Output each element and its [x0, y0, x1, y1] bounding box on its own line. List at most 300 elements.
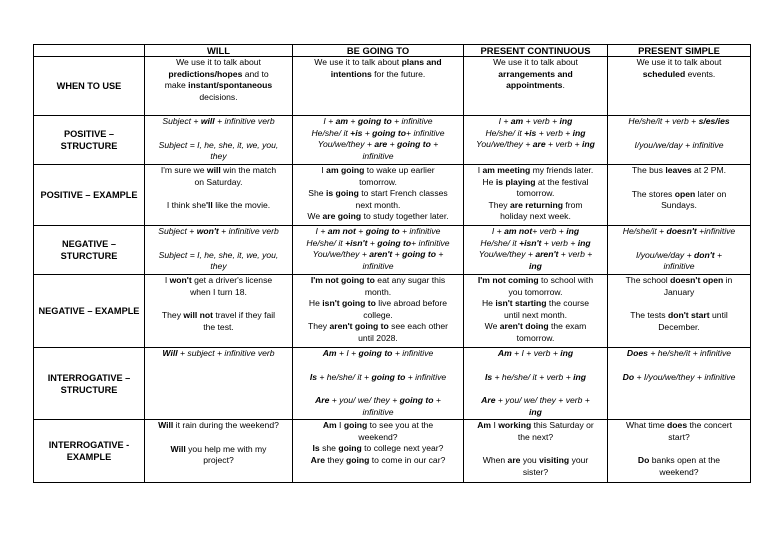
text-run: make: [164, 80, 189, 91]
cell-line: [295, 443, 461, 455]
text-run: from: [562, 199, 583, 210]
cell-present-continuous: [464, 226, 608, 275]
text-run: the next?: [517, 431, 554, 442]
cell-line: [466, 116, 605, 128]
cell-line: [147, 444, 290, 456]
text-run: He/she/ it: [485, 127, 525, 138]
cell-will: [145, 226, 293, 275]
text-run: to study together later.: [361, 211, 449, 222]
text-run: to college next year?: [361, 443, 444, 454]
table-row: [34, 420, 751, 483]
cell-line: [295, 407, 461, 419]
text-run: start?: [668, 431, 690, 442]
cell-line: [295, 151, 461, 163]
text-run: until: [709, 310, 728, 321]
cell-line: [466, 360, 605, 372]
text-run: the concert: [687, 420, 733, 430]
text-run: Does: [626, 348, 648, 358]
text-run: +infinitive: [696, 226, 736, 236]
text-run: They: [488, 199, 510, 210]
cell-line: [147, 69, 290, 81]
text-run: s/es/ies: [698, 116, 730, 126]
text-run: project?: [203, 455, 234, 466]
text-run: they: [210, 261, 227, 272]
cell-line: [610, 69, 748, 81]
text-run: doesn't open: [670, 275, 724, 285]
cell-line: [147, 250, 290, 262]
text-run: He: [481, 298, 496, 309]
cell-be-going-to: [293, 116, 464, 165]
text-run: when I turn 18.: [190, 286, 247, 297]
row-label: INTERROGATIVE – STRUCTURE: [34, 348, 145, 420]
text-run: + verb +: [536, 127, 573, 138]
cell-be-going-to: [293, 165, 464, 226]
text-run: 'll: [206, 200, 213, 211]
text-run: until next month.: [503, 309, 568, 320]
cell-line: [295, 128, 461, 140]
text-run: eat any sugar this: [374, 275, 446, 285]
text-run: are: [532, 139, 546, 150]
grammar-table: [33, 44, 751, 483]
cell-present-simple: [608, 275, 751, 348]
text-run: + verb +: [558, 249, 593, 260]
text-run: ing: [573, 371, 587, 382]
cell-line: [295, 177, 461, 189]
text-run: I/you/we/day +: [635, 249, 694, 260]
text-run: +: [430, 139, 439, 150]
text-run: going to: [372, 127, 407, 138]
text-run: I: [477, 165, 483, 175]
cell-line: [466, 455, 605, 467]
cell-line: [466, 275, 605, 287]
text-run: They: [307, 321, 330, 332]
text-run: you tomorrow.: [508, 286, 563, 297]
cell-line: [610, 420, 748, 432]
cell-line: [610, 140, 748, 152]
text-run: ing: [577, 237, 591, 248]
cell-line: [466, 200, 605, 212]
cell-will: [145, 348, 293, 420]
text-run: isn't starting: [495, 298, 547, 309]
text-run: +: [362, 127, 373, 138]
table-row: [34, 348, 751, 420]
text-run: I'm not going to: [310, 275, 375, 285]
text-run: We use it to talk about: [176, 57, 261, 67]
text-run: Will: [162, 348, 178, 358]
text-run: on Saturday.: [194, 176, 243, 187]
text-run: is playing: [495, 176, 536, 187]
text-run: banks open at the: [649, 455, 721, 466]
cell-will: [145, 57, 293, 116]
cell-line: [295, 116, 461, 128]
cell-present-continuous: [464, 57, 608, 116]
cell-line: [295, 211, 461, 223]
text-run: live abroad before: [375, 298, 448, 309]
table-row: [34, 226, 751, 275]
cell-line: [466, 128, 605, 140]
cell-line: [295, 321, 461, 333]
cell-line: [466, 298, 605, 310]
text-run: aren't: [535, 249, 559, 260]
cell-present-simple: [608, 420, 751, 483]
text-run: Are: [481, 395, 496, 406]
text-run: infinitive: [362, 406, 394, 417]
text-run: weekend?: [358, 431, 398, 442]
cell-line: [466, 372, 605, 384]
text-run: You/we/they +: [478, 249, 536, 260]
cell-line: [295, 275, 461, 287]
cell-will: [145, 165, 293, 226]
text-run: see each other: [388, 321, 449, 332]
text-run: are going: [322, 211, 362, 222]
text-run: + you/ we/ they + verb +: [495, 395, 590, 406]
cell-line: [466, 443, 605, 455]
text-run: ing: [559, 116, 573, 126]
cell-line: [147, 92, 290, 104]
cell-line: [610, 177, 748, 189]
row-label: NEGATIVE – STURCTURE: [34, 226, 145, 275]
cell-line: [295, 139, 461, 151]
text-run: don't: [693, 249, 715, 260]
text-run: + verb +: [541, 237, 578, 248]
cell-be-going-to: [293, 226, 464, 275]
text-run: + infinitive: [392, 348, 434, 358]
cell-line: [147, 322, 290, 334]
cell-line: [610, 443, 748, 455]
cell-present-continuous: [464, 420, 608, 483]
text-run: I/you/we/day + infinitive: [634, 139, 724, 150]
text-run: you help me with my: [185, 443, 267, 454]
cell-line: [295, 310, 461, 322]
table-row: [34, 116, 751, 165]
cell-line: [147, 310, 290, 322]
text-run: open: [674, 188, 696, 199]
text-run: working: [498, 420, 532, 430]
text-run: December.: [658, 321, 700, 332]
cell-line: [147, 188, 290, 200]
text-run: Is: [309, 371, 317, 382]
text-run: weekend?: [659, 466, 699, 477]
text-run: isn't going to: [322, 298, 376, 309]
cell-line: [147, 455, 290, 467]
text-run: am going: [326, 165, 365, 175]
text-run: am: [510, 116, 524, 126]
text-run: + verb +: [532, 226, 567, 236]
text-run: the exam: [548, 321, 587, 332]
text-run: going to: [371, 371, 406, 382]
text-run: I: [491, 420, 499, 430]
text-run: + I + verb +: [511, 348, 561, 358]
cell-will: [145, 116, 293, 165]
cell-line: [610, 310, 748, 322]
cell-line: [466, 261, 605, 273]
text-run: ing: [572, 127, 586, 138]
text-run: the test.: [203, 321, 234, 332]
text-run: We: [307, 211, 323, 222]
text-run: +is: [350, 127, 363, 138]
cell-present-simple: [608, 165, 751, 226]
cell-line: [466, 177, 605, 189]
text-run: +: [367, 237, 378, 248]
cell-present-simple: [608, 116, 751, 165]
cell-line: [295, 455, 461, 467]
text-run: to start French classes: [358, 188, 448, 199]
cell-line: [466, 432, 605, 444]
cell-line: [295, 348, 461, 360]
text-run: I +: [315, 226, 328, 236]
text-run: Am: [322, 420, 337, 430]
text-run: Subject = I, he, she, it, we, you,: [158, 139, 279, 150]
text-run: Do: [622, 371, 635, 382]
cell-line: [466, 211, 605, 223]
cell-line: [295, 57, 461, 69]
text-run: I +: [491, 226, 505, 236]
text-run: going to: [365, 226, 400, 236]
cell-line: [295, 200, 461, 212]
text-run: You/we/they +: [312, 249, 370, 260]
text-run: + infinitive: [399, 226, 441, 236]
text-run: going to: [357, 116, 392, 126]
cell-line: [610, 226, 748, 238]
text-run: + you/ we/ they +: [329, 395, 400, 406]
text-run: + infinitive verb: [214, 116, 275, 126]
text-run: + he/she/it + infinitive: [647, 348, 732, 358]
cell-line: [610, 360, 748, 372]
cell-line: [147, 177, 290, 189]
text-run: am: [335, 116, 349, 126]
text-run: We use it to talk about: [493, 57, 578, 67]
text-run: infinitive: [362, 150, 394, 161]
cell-will: [145, 275, 293, 348]
text-run: +: [714, 249, 723, 260]
text-run: your: [569, 455, 589, 466]
cell-line: [466, 80, 605, 92]
text-run: at 2 PM.: [691, 165, 727, 175]
text-run: get a driver's license: [191, 275, 273, 285]
cell-will: [145, 420, 293, 483]
text-run: She: [308, 188, 326, 199]
cell-line: [147, 57, 290, 69]
cell-line: [466, 57, 605, 69]
text-run: + infinitive: [406, 127, 445, 138]
cell-line: [295, 333, 461, 345]
text-run: instant/spontaneous: [188, 80, 273, 91]
text-run: You/we/they +: [317, 139, 375, 150]
text-run: We use it to talk about: [314, 57, 402, 67]
text-run: ing: [581, 139, 595, 150]
text-run: are returning: [509, 199, 563, 210]
cell-line: [466, 348, 605, 360]
cell-line: [610, 238, 748, 250]
cell-line: [147, 116, 290, 128]
cell-line: [295, 249, 461, 261]
text-run: We: [484, 321, 500, 332]
cell-present-continuous: [464, 165, 608, 226]
cell-line: [295, 238, 461, 250]
text-run: I: [164, 275, 170, 285]
text-run: +: [348, 116, 358, 126]
text-run: she: [319, 443, 339, 454]
text-run: I: [336, 420, 344, 430]
text-run: won't: [169, 275, 192, 285]
row-label: POSITIVE – STRUCTURE: [34, 116, 145, 165]
cell-line: [295, 298, 461, 310]
cell-line: [147, 420, 290, 432]
cell-line: [466, 249, 605, 261]
text-run: for the future.: [371, 68, 426, 79]
text-run: decisions.: [199, 91, 238, 102]
text-run: college.: [363, 309, 393, 320]
cell-line: [610, 261, 748, 273]
table-row: [34, 57, 751, 116]
text-run: this Saturday or: [531, 420, 594, 430]
text-run: doesn't: [666, 226, 697, 236]
text-run: going to: [377, 237, 412, 248]
cell-line: [295, 261, 461, 273]
text-run: Is: [484, 371, 493, 382]
text-run: month.: [364, 286, 392, 297]
text-run: to see you at the: [367, 420, 434, 430]
text-run: You/we/they +: [476, 139, 533, 150]
text-run: am meeting: [482, 165, 531, 175]
cell-line: [610, 467, 748, 479]
text-run: He/she/ it: [480, 237, 520, 248]
cell-line: [610, 432, 748, 444]
text-run: Are: [310, 454, 325, 465]
header-row: [34, 45, 751, 57]
cell-line: [610, 372, 748, 384]
text-run: going: [343, 420, 368, 430]
text-run: He: [308, 298, 323, 309]
text-run: Subject = I, he, she, it, we, you,: [158, 249, 279, 260]
text-run: + I +: [336, 348, 359, 358]
cell-present-simple: [608, 57, 751, 116]
cell-line: [295, 188, 461, 200]
text-run: He: [482, 176, 496, 187]
corner-cell: [34, 45, 145, 57]
text-run: We use it to talk about: [636, 57, 722, 67]
text-run: + infinitive verb: [218, 226, 279, 236]
text-run: I +: [498, 116, 511, 126]
text-run: until 2028.: [358, 332, 398, 343]
cell-line: [147, 261, 290, 273]
text-run: are: [374, 139, 388, 150]
row-label: POSITIVE – EXAMPLE: [34, 165, 145, 226]
cell-line: [466, 420, 605, 432]
text-run: going: [338, 443, 362, 454]
text-run: will not: [183, 310, 213, 321]
text-run: later on: [695, 188, 727, 199]
text-run: they: [210, 151, 227, 162]
text-run: + verb +: [523, 116, 560, 126]
cell-line: [610, 250, 748, 262]
text-run: win the match: [220, 165, 277, 175]
cell-line: [466, 407, 605, 419]
text-run: Is: [312, 443, 320, 454]
cell-line: [466, 188, 605, 200]
cell-line: [295, 432, 461, 444]
text-run: leaves: [665, 165, 692, 175]
text-run: He/she/ it: [306, 237, 346, 248]
text-run: aren't going to: [329, 321, 389, 332]
text-run: ing: [529, 260, 542, 271]
text-run: +: [392, 249, 403, 260]
text-run: He/she/ it: [311, 127, 351, 138]
cell-present-simple: [608, 226, 751, 275]
header-present-continuous: PRESENT CONTINUOUS: [464, 45, 608, 57]
cell-line: [295, 420, 461, 432]
text-run: sister?: [522, 466, 549, 477]
text-run: January: [663, 286, 695, 297]
text-run: He/she/it +: [622, 226, 667, 236]
text-run: Subject +: [158, 226, 197, 236]
text-run: I +: [323, 116, 336, 126]
text-run: tomorrow.: [516, 332, 555, 343]
cell-line: [610, 189, 748, 201]
text-run: Will: [170, 443, 186, 454]
text-run: visiting: [539, 455, 570, 466]
text-run: predictions/hopes: [168, 68, 243, 79]
text-run: travel if they fail: [213, 310, 276, 321]
cell-line: [610, 275, 748, 287]
text-run: I'm sure we: [160, 165, 207, 175]
cell-line: [466, 467, 605, 479]
text-run: .: [562, 80, 565, 91]
text-run: tomorrow.: [516, 188, 555, 199]
cell-line: [466, 321, 605, 333]
cell-present-continuous: [464, 116, 608, 165]
text-run: +: [387, 139, 398, 150]
row-label: NEGATIVE – EXAMPLE: [34, 275, 145, 348]
text-run: + infinitive: [411, 237, 450, 248]
text-run: going to: [399, 395, 434, 406]
text-run: going to: [358, 348, 393, 358]
text-run: will: [200, 116, 215, 126]
cell-line: [147, 140, 290, 152]
cell-line: [466, 139, 605, 151]
text-run: ing: [566, 226, 580, 236]
text-run: I think she: [166, 200, 206, 211]
text-run: it rain during the weekend?: [173, 420, 279, 430]
text-run: and to: [242, 68, 269, 79]
cell-line: [147, 200, 290, 212]
text-run: won't: [196, 226, 219, 236]
text-run: intentions: [330, 68, 372, 79]
cell-present-continuous: [464, 275, 608, 348]
text-run: to come in our car?: [369, 454, 446, 465]
text-run: my friends later.: [530, 165, 594, 175]
text-run: I'm not coming: [477, 275, 539, 285]
cell-line: [147, 151, 290, 163]
cell-line: [466, 165, 605, 177]
cell-line: [147, 275, 290, 287]
text-run: +: [433, 395, 441, 406]
cell-line: [147, 287, 290, 299]
text-run: you: [520, 455, 540, 466]
cell-line: [147, 165, 290, 177]
cell-be-going-to: [293, 420, 464, 483]
cell-line: [610, 57, 748, 69]
text-run: When: [482, 455, 508, 466]
table-row: [34, 275, 751, 348]
cell-line: [147, 226, 290, 238]
text-run: going to: [402, 249, 436, 260]
cell-line: [610, 128, 748, 140]
text-run: What time: [625, 420, 668, 430]
cell-be-going-to: [293, 348, 464, 420]
header-will: WILL: [145, 45, 293, 57]
cell-line: [466, 333, 605, 345]
